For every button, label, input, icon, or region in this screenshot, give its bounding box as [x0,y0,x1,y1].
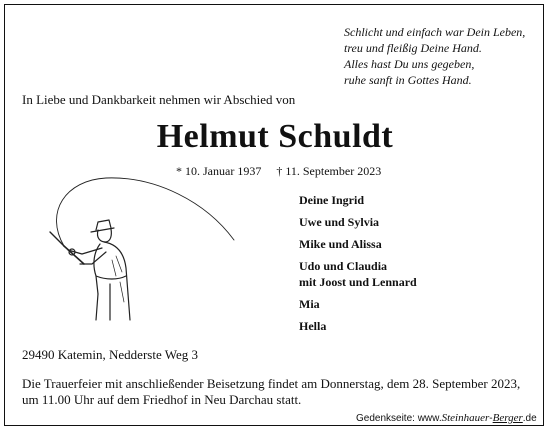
mourner: Hella [299,319,327,333]
mourner: Udo und Claudia mit Joost und Lennard [299,259,417,289]
footer-tld: .de [522,413,537,424]
footer-label: Gedenkseite: www. [356,413,442,424]
fisherman-illustration [36,172,236,322]
poem-line: Alles hast Du uns gegeben, [344,57,475,71]
mourner: Mia [299,297,320,311]
deceased-name: Helmut Schuldt [156,118,394,155]
poem [344,24,525,88]
poem-line: Schlicht und einfach war Dein Leben, [344,25,526,39]
death-date: † 11. September 2023 [276,164,382,178]
mourner: Deine Ingrid [299,193,365,207]
mourner: Uwe und Sylvia [299,215,380,229]
funeral-info [22,376,520,408]
birth-date: * 10. Januar 1937 [176,164,262,178]
intro-text: In Liebe und Dankbarkeit nehmen wir Abschied von [22,92,296,107]
brand-name-1: Steinhauer [441,412,490,424]
poem-line: ruhe sanft in Gottes Hand. [344,73,472,87]
address: 29490 Katemin, Nedderste Weg 3 [22,347,198,362]
memorial-page-link[interactable]: Gedenkseite: www.Steinhauer-Berger.de [356,412,537,424]
poem-line: treu und fleißig Deine Hand. [344,41,482,55]
mourner: Mike und Alissa [299,237,382,251]
brand-name-2: Berger [492,412,523,424]
funeral-line: Die Trauerfeier mit anschließender Beisetzung findet am Donnerstag, dem 28. September 2023, [22,376,521,391]
mourners-list [299,192,417,340]
funeral-line: um 11.00 Uhr auf dem Friedhof in Neu Darchau statt. [22,392,302,407]
